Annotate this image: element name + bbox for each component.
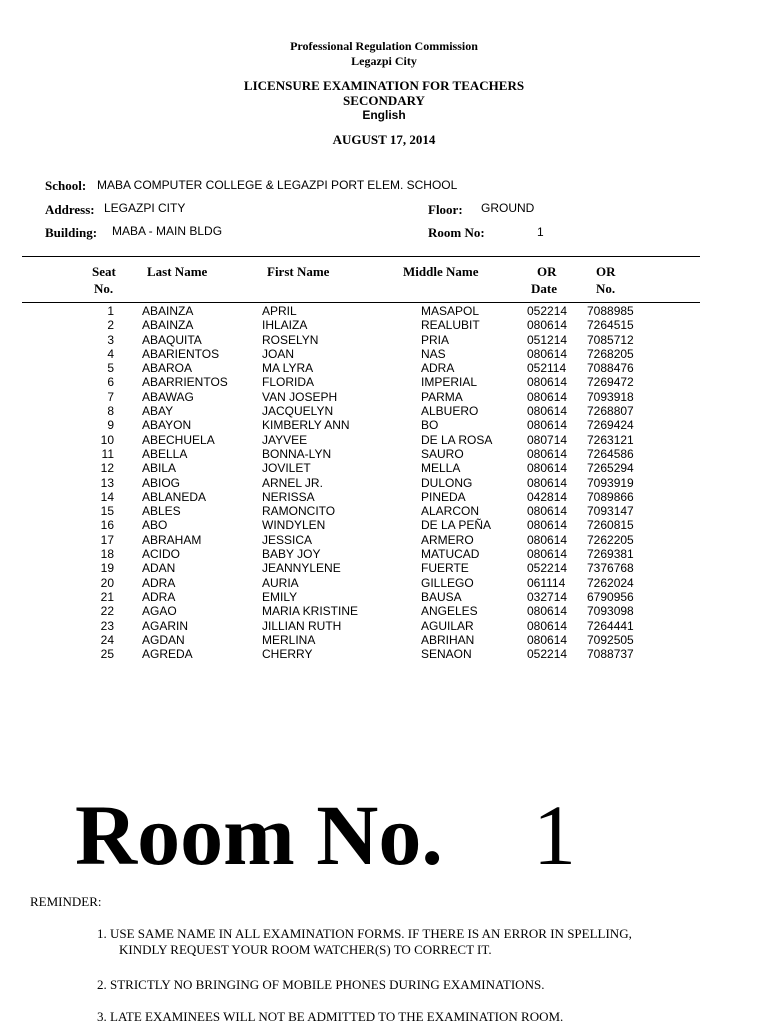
- cell-or-no: 7269381: [587, 547, 634, 562]
- cell-middle: ANGELES: [421, 604, 478, 619]
- cell-last: AGDAN: [142, 632, 185, 647]
- cell-first: VAN JOSEPH: [262, 389, 338, 404]
- cell-or-date: 080614: [527, 604, 568, 619]
- cell-or-no: 7093147: [587, 504, 634, 519]
- building-value: MABA - MAIN BLDG: [112, 224, 223, 238]
- cell-seat: 8: [107, 404, 114, 419]
- table-row: [0, 518, 768, 532]
- cell-middle: ALARCON: [421, 504, 480, 519]
- cell-middle: PINEDA: [421, 489, 466, 504]
- cell-last: AGAO: [142, 604, 177, 619]
- cell-or-no: 7264586: [587, 446, 634, 461]
- table-row: [0, 504, 768, 518]
- cell-first: AURIA: [262, 575, 299, 590]
- cell-middle: IMPERIAL: [421, 375, 478, 390]
- table-row: [0, 433, 768, 447]
- cell-seat: 19: [100, 561, 114, 576]
- cell-first: JACQUELYN: [262, 404, 334, 419]
- cell-last: ABAYON: [142, 418, 192, 433]
- cell-seat: 21: [100, 589, 114, 604]
- cell-or-date: 080614: [527, 632, 568, 647]
- school-value: MABA COMPUTER COLLEGE & LEGAZPI PORT ELEM. SCHOOL: [97, 178, 458, 192]
- cell-last: ADRA: [142, 575, 176, 590]
- cell-or-no: 7268807: [587, 404, 634, 419]
- building-label: Building:: [45, 225, 98, 240]
- cell-or-date: 052214: [527, 561, 568, 576]
- cell-seat: 2: [107, 318, 114, 333]
- cell-first: ARNEL JR.: [262, 475, 323, 490]
- cell-first: CHERRY: [262, 647, 313, 662]
- cell-seat: 11: [101, 446, 114, 461]
- table-top-rule: [22, 256, 700, 257]
- table-row: [0, 476, 768, 490]
- table-row: [0, 547, 768, 561]
- cell-middle: NAS: [421, 346, 446, 361]
- floor-label: Floor:: [428, 202, 463, 217]
- cell-seat: 12: [100, 461, 114, 476]
- cell-or-date: 080614: [527, 418, 568, 433]
- cell-seat: 18: [100, 547, 114, 562]
- cell-last: ABILA: [142, 461, 177, 476]
- col-last-header: Last Name: [147, 264, 208, 279]
- cell-or-no: 7093098: [587, 604, 634, 619]
- cell-seat: 23: [100, 618, 114, 633]
- cell-seat: 13: [100, 475, 114, 490]
- table-row: [0, 647, 768, 661]
- cell-or-no: 7088985: [587, 304, 634, 318]
- cell-seat: 22: [100, 604, 114, 619]
- cell-seat: 14: [100, 489, 114, 504]
- cell-or-date: 080614: [527, 318, 568, 333]
- cell-middle: MELLA: [421, 461, 461, 476]
- cell-middle: ABRIHAN: [421, 632, 475, 647]
- cell-middle: ALBUERO: [421, 404, 479, 419]
- room-banner-number: 1: [533, 787, 576, 883]
- cell-or-no: 7092505: [587, 632, 634, 647]
- cell-middle: BO: [421, 418, 439, 433]
- cell-or-date: 052214: [527, 304, 568, 318]
- cell-last: ABAQUITA: [142, 332, 202, 347]
- cell-seat: 24: [100, 632, 114, 647]
- cell-or-date: 052214: [527, 647, 568, 662]
- cell-or-no: 7376768: [587, 561, 634, 576]
- cell-seat: 10: [100, 432, 114, 447]
- cell-last: ADAN: [142, 561, 176, 576]
- cell-seat: 20: [100, 575, 114, 590]
- cell-or-date: 080614: [527, 518, 568, 533]
- cell-middle: SENAON: [421, 647, 472, 662]
- cell-last: ABAROA: [142, 361, 193, 376]
- cell-seat: 15: [100, 504, 114, 519]
- cell-first: KIMBERLY ANN: [262, 418, 350, 433]
- cell-last: ADRA: [142, 589, 176, 604]
- cell-or-no: 7268205: [587, 346, 634, 361]
- room-label: Room No:: [428, 225, 485, 240]
- cell-seat: 25: [100, 647, 114, 662]
- cell-middle: GILLEGO: [421, 575, 474, 590]
- exam-level: SECONDARY: [343, 93, 425, 108]
- cell-last: ABECHUELA: [142, 432, 215, 447]
- table-row: [0, 447, 768, 461]
- cell-or-date: 080614: [527, 446, 568, 461]
- cell-or-no: 7265294: [587, 461, 634, 476]
- cell-or-no: 7269424: [587, 418, 634, 433]
- table-row: [0, 561, 768, 575]
- table-row: [0, 404, 768, 418]
- room-banner-text: Room No.: [75, 787, 443, 883]
- cell-first: ROSELYN: [262, 332, 319, 347]
- col-orno-header-line1: OR: [596, 264, 616, 279]
- cell-or-no: 7260815: [587, 518, 634, 533]
- cell-first: EMILY: [262, 589, 298, 604]
- col-orno-header: [596, 263, 616, 297]
- table-row: [0, 361, 768, 375]
- cell-last: AGARIN: [142, 618, 189, 633]
- agency-name: Professional Regulation Commission: [290, 39, 478, 53]
- cell-seat: 17: [100, 532, 114, 547]
- cell-last: ABARRIENTOS: [142, 375, 228, 390]
- cell-or-date: 061114: [527, 575, 566, 590]
- cell-first: JOAN: [262, 346, 295, 361]
- cell-last: ABELLA: [142, 446, 188, 461]
- cell-last: ABO: [142, 518, 168, 533]
- table-row: [0, 333, 768, 347]
- exam-date: AUGUST 17, 2014: [332, 132, 436, 147]
- cell-middle: AGUILAR: [421, 618, 474, 633]
- table-row: [0, 604, 768, 618]
- cell-or-no: 7093918: [587, 389, 634, 404]
- cell-first: JILLIAN RUTH: [262, 618, 342, 633]
- cell-last: ACIDO: [142, 547, 181, 562]
- cell-or-date: 080614: [527, 389, 568, 404]
- reminder-title: REMINDER:: [30, 894, 102, 909]
- reminder-item-1: [97, 926, 717, 958]
- cell-last: ABRAHAM: [142, 532, 202, 547]
- col-ordate-header-line2: Date: [531, 281, 557, 296]
- exam-title: LICENSURE EXAMINATION FOR TEACHERS: [243, 78, 525, 93]
- table-row: [0, 533, 768, 547]
- table-row: [0, 304, 768, 318]
- cell-or-date: 080614: [527, 404, 568, 419]
- room-value: 1: [537, 225, 544, 239]
- cell-first: BONNA-LYN: [262, 446, 332, 461]
- cell-last: ABAWAG: [142, 389, 194, 404]
- cell-or-date: 052114: [527, 361, 567, 376]
- cell-first: APRIL: [262, 304, 297, 318]
- cell-or-no: 7088476: [587, 361, 634, 376]
- table-row: [0, 619, 768, 633]
- cell-first: RAMONCITO: [262, 504, 336, 519]
- exam-subject: English: [362, 108, 406, 122]
- cell-seat: 6: [107, 375, 114, 390]
- cell-middle: PRIA: [421, 332, 450, 347]
- reminder-item-1-line2: KINDLY REQUEST YOUR ROOM WATCHER(S) TO CORRECT IT.: [119, 942, 492, 957]
- col-middle-header: Middle Name: [403, 264, 479, 279]
- table-row: [0, 347, 768, 361]
- cell-or-date: 080614: [527, 461, 568, 476]
- cell-last: ABARIENTOS: [142, 346, 220, 361]
- cell-middle: ADRA: [421, 361, 455, 376]
- col-seat-header-line1: Seat: [92, 264, 116, 279]
- cell-or-no: 7264515: [587, 318, 634, 333]
- reminder-item-1-line1: 1. USE SAME NAME IN ALL EXAMINATION FORMS. IF THERE IS AN ERROR IN SPELLING,: [97, 926, 632, 941]
- cell-last: ABAINZA: [142, 318, 194, 333]
- school-label: School:: [45, 178, 87, 193]
- floor-value: GROUND: [481, 201, 535, 215]
- cell-last: ABAINZA: [142, 304, 194, 318]
- cell-seat: 5: [107, 361, 114, 376]
- reminder-item-2: 2. STRICTLY NO BRINGING OF MOBILE PHONES DURING EXAMINATIONS.: [97, 977, 545, 992]
- cell-first: IHLAIZA: [262, 318, 308, 333]
- cell-first: JESSICA: [262, 532, 313, 547]
- cell-or-no: 6790956: [587, 589, 634, 604]
- cell-or-no: 7262205: [587, 532, 634, 547]
- cell-seat: 7: [107, 389, 114, 404]
- cell-middle: FUERTE: [421, 561, 469, 576]
- cell-middle: MATUCAD: [421, 547, 480, 562]
- table-row: [0, 390, 768, 404]
- cell-or-date: 080614: [527, 532, 568, 547]
- cell-or-no: 7089866: [587, 489, 634, 504]
- cell-seat: 3: [107, 332, 114, 347]
- cell-seat: 4: [107, 346, 114, 361]
- cell-or-date: 080614: [527, 504, 568, 519]
- cell-middle: MASAPOL: [421, 304, 480, 318]
- cell-or-no: 7263121: [587, 432, 634, 447]
- col-first-header: First Name: [267, 264, 330, 279]
- cell-middle: SAURO: [421, 446, 464, 461]
- col-seat-header: [92, 263, 116, 297]
- cell-last: ABLANEDA: [142, 489, 207, 504]
- examinee-table: [0, 304, 768, 661]
- table-row: [0, 590, 768, 604]
- cell-last: ABIOG: [142, 475, 181, 490]
- cell-first: FLORIDA: [262, 375, 315, 390]
- cell-or-no: 7262024: [587, 575, 634, 590]
- cell-or-no: 7269472: [587, 375, 634, 390]
- cell-or-date: 080614: [527, 375, 568, 390]
- col-ordate-header-line1: OR: [537, 264, 557, 279]
- cell-last: AGREDA: [142, 647, 193, 662]
- table-row: [0, 418, 768, 432]
- cell-or-no: 7264441: [587, 618, 634, 633]
- cell-middle: PARMA: [421, 389, 463, 404]
- cell-or-no: 7088737: [587, 647, 634, 662]
- address-value: LEGAZPI CITY: [104, 201, 186, 215]
- cell-last: ABAY: [142, 404, 174, 419]
- cell-or-date: 080614: [527, 346, 568, 361]
- cell-first: JEANNYLENE: [262, 561, 341, 576]
- table-row: [0, 318, 768, 332]
- table-row: [0, 490, 768, 504]
- cell-middle: DE LA PEÑA: [421, 518, 492, 533]
- cell-first: JAYVEE: [262, 432, 308, 447]
- address-label: Address:: [45, 202, 95, 217]
- cell-or-no: 7085712: [587, 332, 634, 347]
- cell-first: JOVILET: [262, 461, 311, 476]
- cell-last: ABLES: [142, 504, 181, 519]
- cell-or-date: 032714: [527, 589, 568, 604]
- cell-seat: 9: [107, 418, 114, 433]
- reminder-item-3: 3. LATE EXAMINEES WILL NOT BE ADMITTED TO THE EXAMINATION ROOM.: [97, 1009, 564, 1024]
- cell-first: NERISSA: [262, 489, 315, 504]
- cell-or-date: 051214: [527, 332, 568, 347]
- cell-middle: DULONG: [421, 475, 473, 490]
- cell-seat: 1: [107, 304, 114, 318]
- cell-or-date: 080614: [527, 547, 568, 562]
- table-row: [0, 461, 768, 475]
- table-row: [0, 576, 768, 590]
- table-header-rule: [22, 302, 700, 303]
- table-row: [0, 375, 768, 389]
- cell-middle: DE LA ROSA: [421, 432, 493, 447]
- cell-first: WINDYLEN: [262, 518, 326, 533]
- cell-middle: BAUSA: [421, 589, 462, 604]
- cell-seat: 16: [100, 518, 114, 533]
- cell-first: BABY JOY: [262, 547, 321, 562]
- cell-middle: REALUBIT: [421, 318, 480, 333]
- cell-or-date: 080614: [527, 618, 568, 633]
- city-name: Legazpi City: [351, 54, 417, 68]
- cell-or-date: 080714: [527, 432, 568, 447]
- cell-or-date: 080614: [527, 475, 568, 490]
- col-ordate-header: [531, 263, 557, 297]
- cell-middle: ARMERO: [421, 532, 474, 547]
- col-orno-header-line2: No.: [596, 281, 616, 296]
- cell-first: MARIA KRISTINE: [262, 604, 359, 619]
- table-row: [0, 633, 768, 647]
- cell-first: MERLINA: [262, 632, 316, 647]
- cell-first: MA LYRA: [262, 361, 314, 376]
- col-seat-header-line2: No.: [94, 281, 114, 296]
- cell-or-date: 042814: [527, 489, 568, 504]
- cell-or-no: 7093919: [587, 475, 634, 490]
